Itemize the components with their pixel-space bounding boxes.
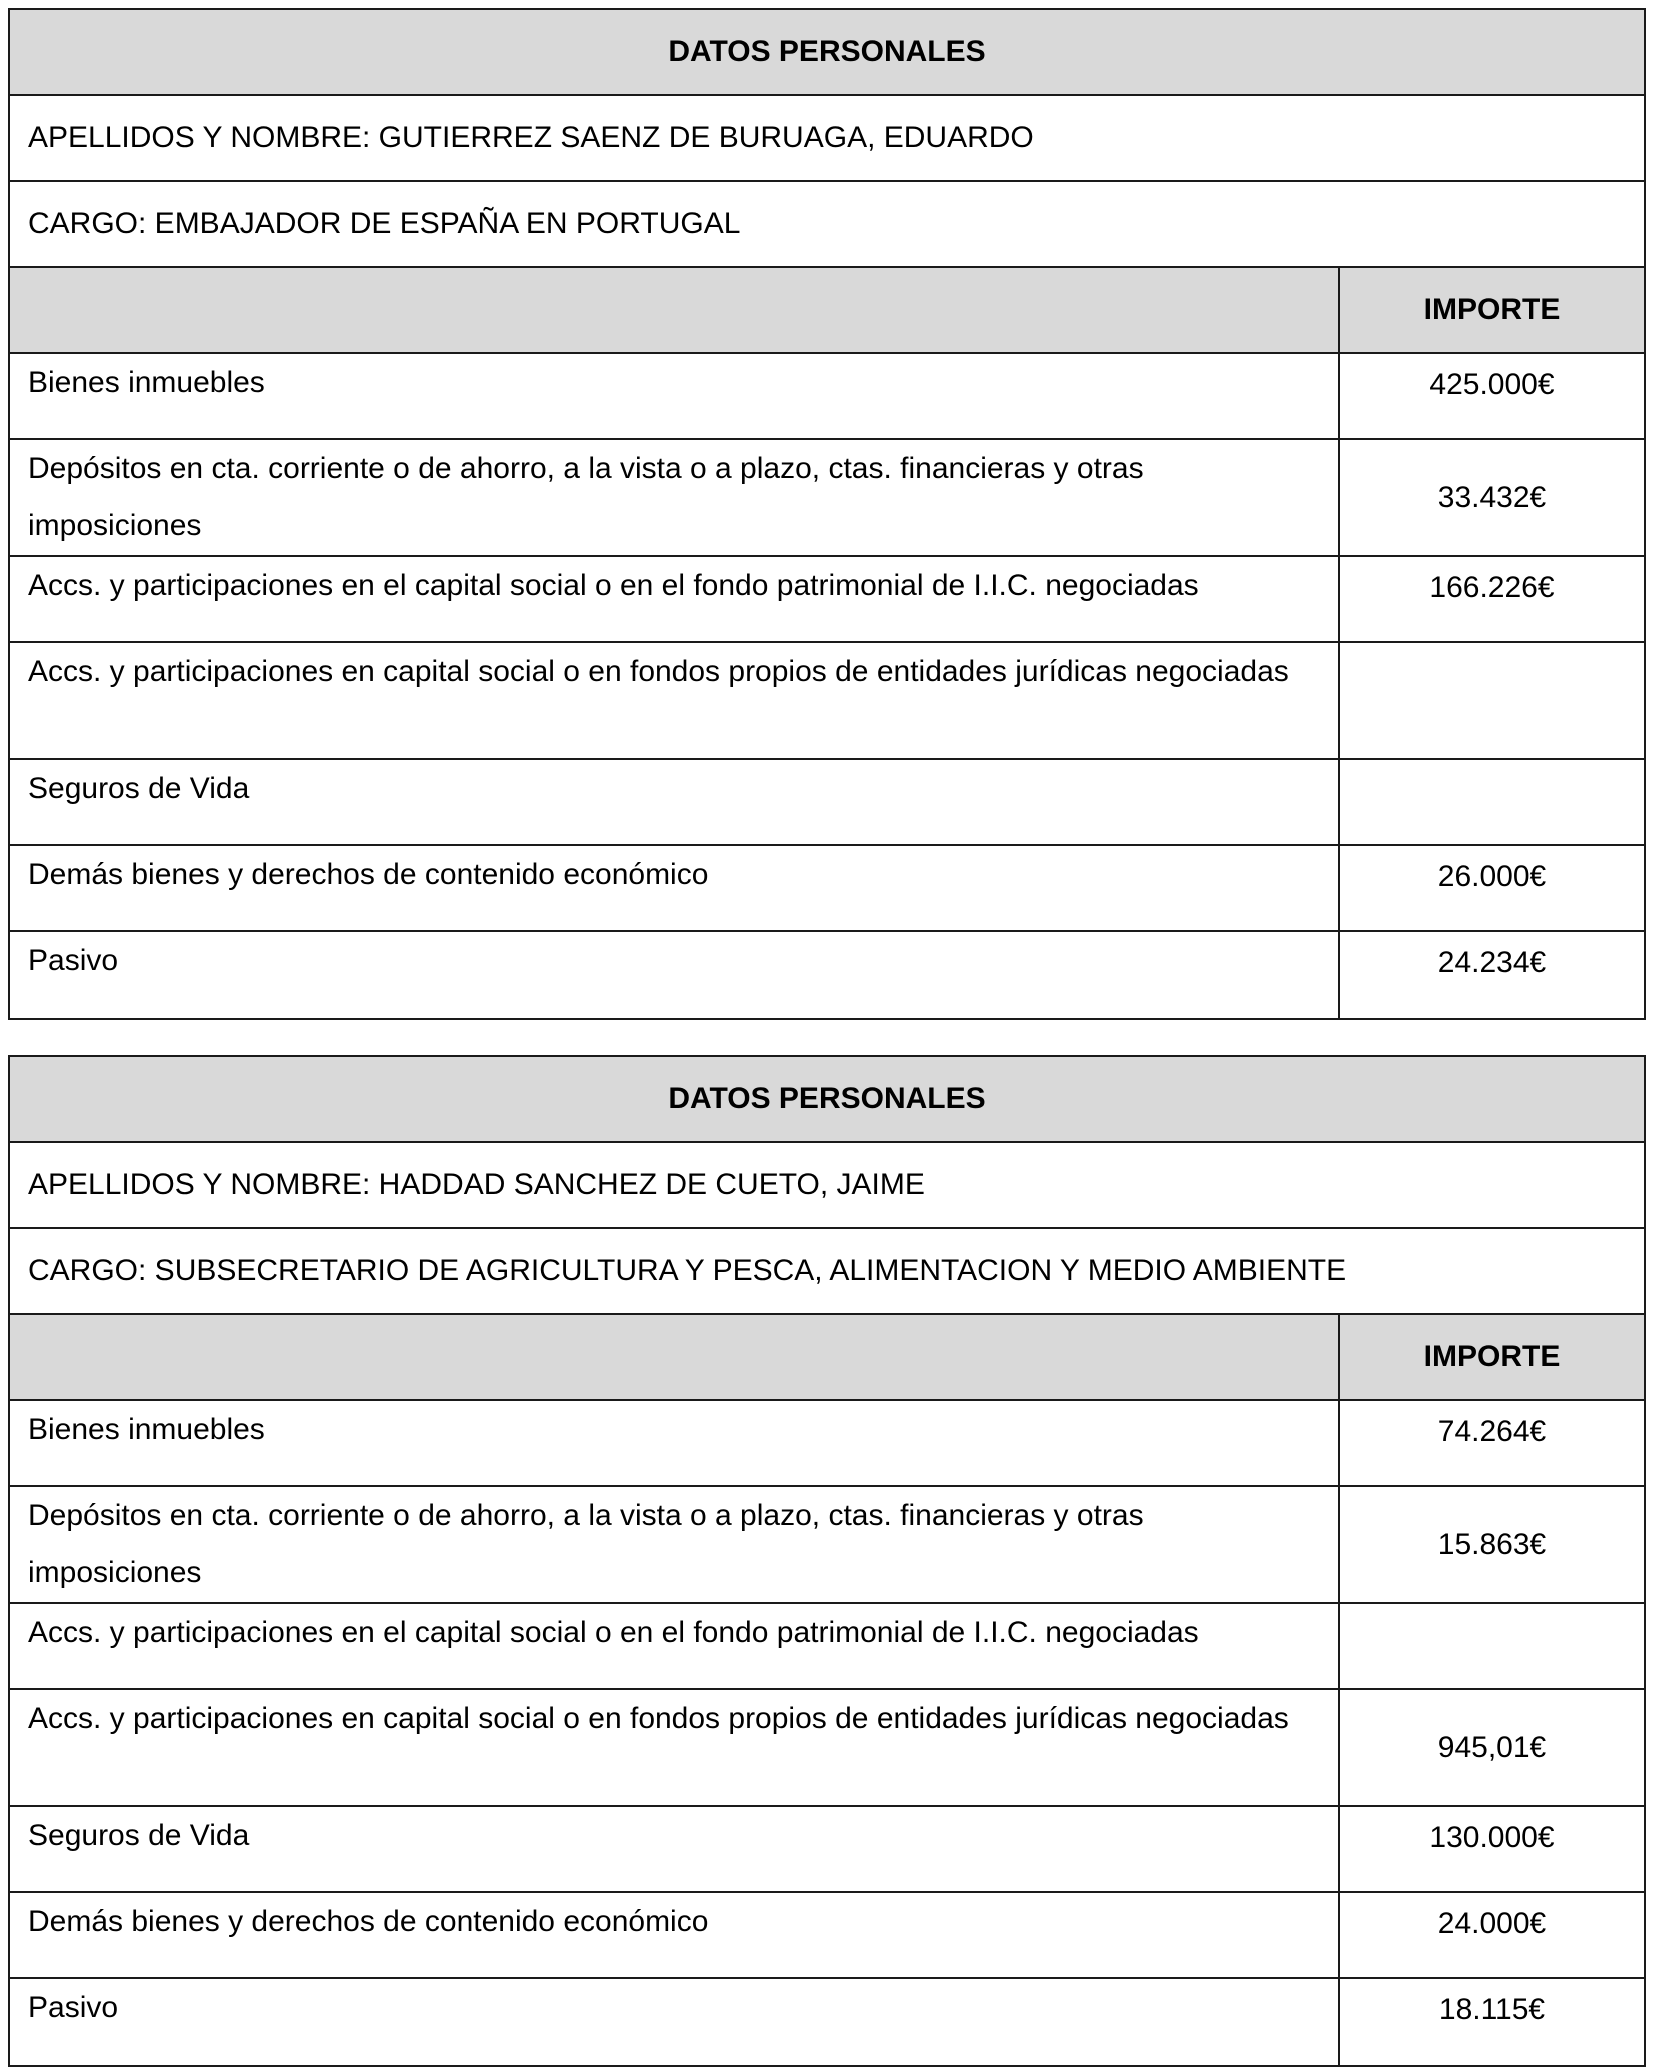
item-amount xyxy=(1340,1604,1644,1688)
item-amount: 24.000€ xyxy=(1437,1907,1547,1940)
table-row xyxy=(10,440,1644,557)
item-label: Depósitos en cta. corriente o de ahorro, a la vista o a plazo, ctas. financieras y otras imposiciones xyxy=(10,426,1340,555)
item-label: Pasivo xyxy=(10,918,1340,1018)
cargo-line: CARGO: SUBSECRETARIO DE AGRICULTURA Y PESCA, ALIMENTACION Y MEDIO AMBIENTE xyxy=(10,1229,1644,1315)
item-amount: 425.000€ xyxy=(1429,368,1555,401)
item-label: Depósitos en cta. corriente o de ahorro, a la vista o a plazo, ctas. financieras y otras imposiciones xyxy=(10,1473,1340,1602)
section-header: DATOS PERSONALES xyxy=(10,10,1644,96)
item-amount: 130.000€ xyxy=(1429,1821,1555,1854)
table-row xyxy=(10,643,1644,760)
item-label: Accs. y participaciones en capital social o en fondos propios de entidades jurídicas negociadas xyxy=(10,629,1340,758)
cargo-line: CARGO: EMBAJADOR DE ESPAÑA EN PORTUGAL xyxy=(10,182,1644,268)
item-amount: 26.000€ xyxy=(1437,860,1547,893)
table-row xyxy=(10,932,1644,1018)
item-label: Seguros de Vida xyxy=(10,746,1340,844)
item-label: Accs. y participaciones en el capital social o en el fondo patrimonial de I.I.C. negociadas xyxy=(10,543,1340,641)
item-label: Pasivo xyxy=(10,1965,1340,2065)
item-label: Seguros de Vida xyxy=(10,1793,1340,1891)
item-amount: 945,01€ xyxy=(1437,1730,1547,1764)
item-amount xyxy=(1340,760,1644,844)
item-label: Accs. y participaciones en el capital social o en el fondo patrimonial de I.I.C. negociadas xyxy=(10,1590,1340,1688)
item-amount: 74.264€ xyxy=(1437,1415,1547,1448)
item-label: Demás bienes y derechos de contenido económico xyxy=(10,832,1340,930)
item-label: Bienes inmuebles xyxy=(10,340,1340,438)
table-row xyxy=(10,1979,1644,2065)
amount-column-header: IMPORTE xyxy=(1423,1340,1561,1373)
item-amount: 15.863€ xyxy=(1437,1527,1547,1561)
declaration-table-1 xyxy=(8,8,1646,1020)
table-row xyxy=(10,1487,1644,1604)
item-amount: 18.115€ xyxy=(1438,1993,1546,2026)
table-row xyxy=(10,1690,1644,1807)
item-label: Bienes inmuebles xyxy=(10,1387,1340,1485)
item-amount: 33.432€ xyxy=(1437,480,1547,514)
item-amount xyxy=(1340,643,1644,758)
item-label: Accs. y participaciones en capital social o en fondos propios de entidades jurídicas negociadas xyxy=(10,1676,1340,1805)
name-line: APELLIDOS Y NOMBRE: GUTIERREZ SAENZ DE BURUAGA, EDUARDO xyxy=(10,96,1644,182)
name-line: APELLIDOS Y NOMBRE: HADDAD SANCHEZ DE CUETO, JAIME xyxy=(10,1143,1644,1229)
declaration-table-2 xyxy=(8,1055,1646,2067)
amount-column-header: IMPORTE xyxy=(1423,293,1561,326)
section-header: DATOS PERSONALES xyxy=(10,1057,1644,1143)
item-label: Demás bienes y derechos de contenido económico xyxy=(10,1879,1340,1977)
item-amount: 24.234€ xyxy=(1437,946,1547,979)
item-amount: 166.226€ xyxy=(1429,571,1555,604)
